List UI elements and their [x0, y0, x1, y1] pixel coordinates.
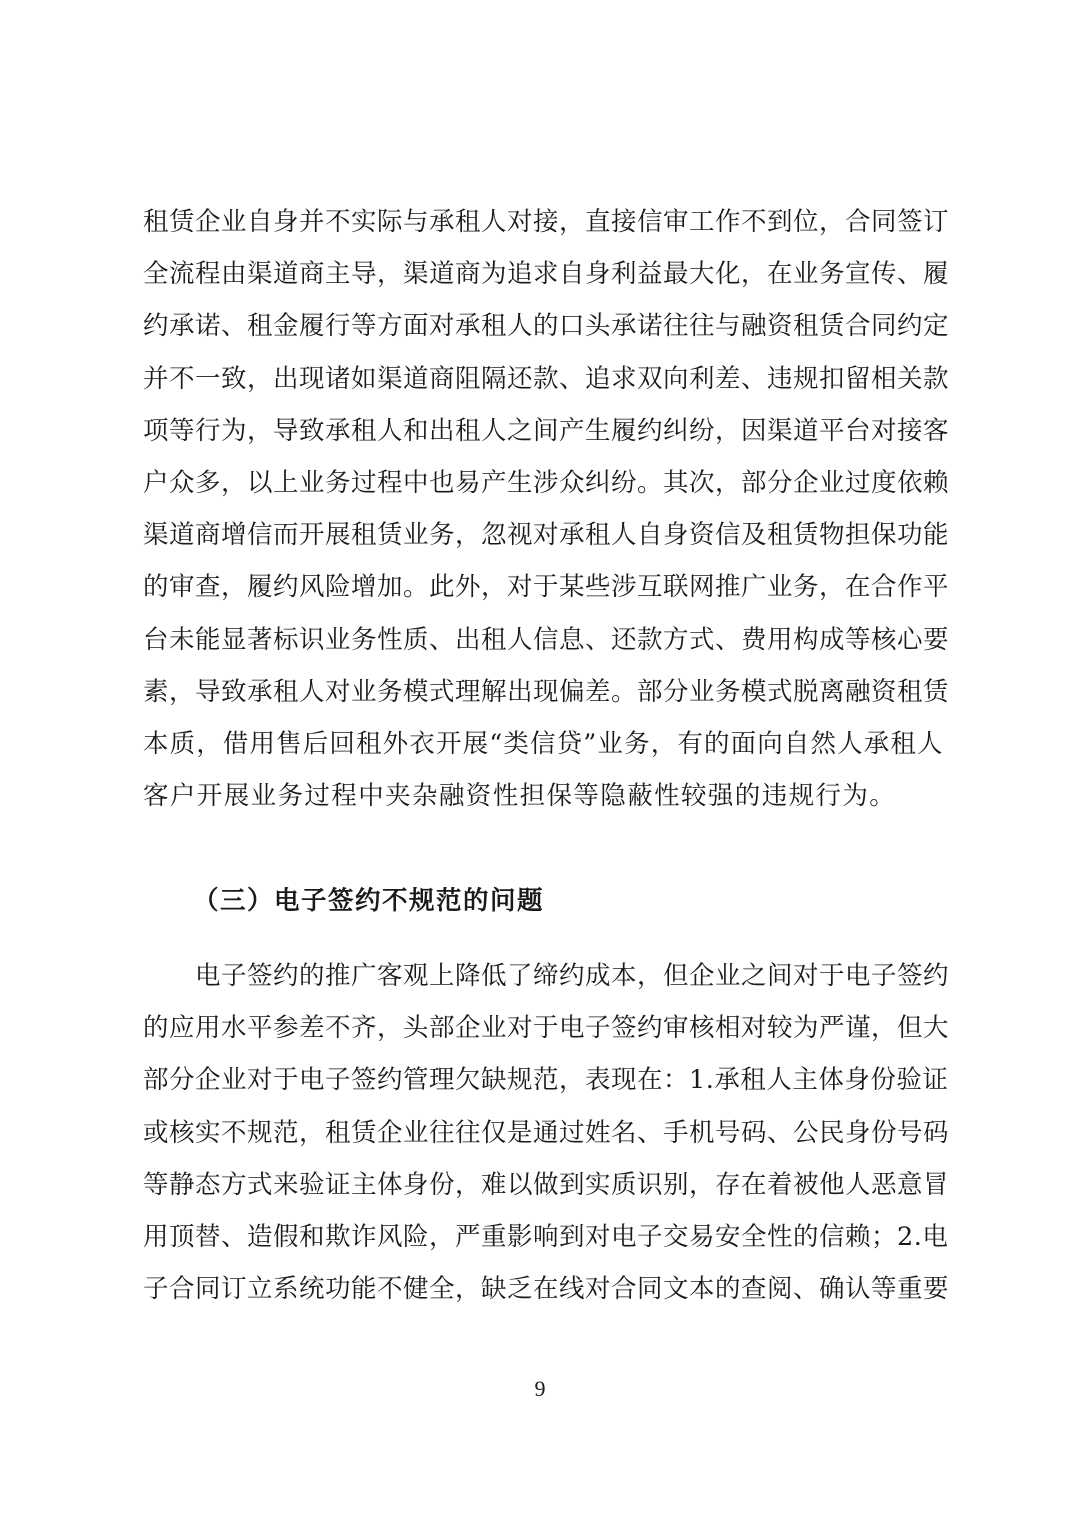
paragraph-line: 电子签约的推广客观上降低了缔约成本，但企业之间对于电子签约 [195, 961, 950, 991]
paragraph-line: 或核实不规范，租赁企业往往仅是通过姓名、手机号码、公民身份号码 [143, 1117, 950, 1148]
section-heading: （三）电子签约不规范的问题 [193, 886, 545, 916]
paragraph-line: 渠道商增信而开展租赁业务，忽视对承租人自身资信及租赁物担保功能 [143, 520, 950, 551]
paragraph-line: 的应用水平参差不齐，头部企业对于电子签约审核相对较为严谨，但大 [143, 1013, 950, 1044]
paragraph-line: 全流程由渠道商主导，渠道商为追求自身利益最大化，在业务宣传、履 [143, 259, 950, 290]
paragraph-continued [143, 196, 950, 822]
paragraph-line: 约承诺、租金履行等方面对承租人的口头承诺往往与融资租赁合同约定 [143, 311, 950, 342]
paragraph-line: 子合同订立系统功能不健全，缺乏在线对合同文本的查阅、确认等重要 [143, 1274, 950, 1305]
paragraph-electronic-signing [143, 950, 950, 1315]
paragraph-line: 部分企业对于电子签约管理欠缺规范，表现在：1.承租人主体身份验证 [143, 1065, 949, 1096]
page-number: 9 [534, 1376, 546, 1401]
paragraph-line: 客户开展业务过程中夹杂融资性担保等隐蔽性较强的违规行为。 [143, 781, 897, 812]
paragraph-line: 并不一致，出现诸如渠道商阻隔还款、追求双向利差、违规扣留相关款 [143, 363, 950, 394]
paragraph-line: 台未能显著标识业务性质、出租人信息、还款方式、费用构成等核心要 [143, 624, 950, 655]
paragraph-line: 租赁企业自身并不实际与承租人对接，直接信审工作不到位，合同签订 [143, 207, 950, 237]
paragraph-line: 素，导致承租人对业务模式理解出现偏差。部分业务模式脱离融资租赁 [143, 676, 950, 707]
paragraph-line: 户众多，以上业务过程中也易产生涉众纠纷。其次，部分企业过度依赖 [143, 467, 950, 498]
paragraph-line: 本质，借用售后回租外衣开展“类信贷”业务，有的面向自然人承租人 [143, 728, 943, 759]
paragraph-line: 项等行为，导致承租人和出租人之间产生履约纠纷，因渠道平台对接客 [143, 415, 950, 446]
paragraph-line: 等静态方式来验证主体身份，难以做到实质识别，存在着被他人恶意冒 [143, 1169, 950, 1200]
paragraph-line: 用顶替、造假和欺诈风险，严重影响到对电子交易安全性的信赖；2.电 [143, 1221, 949, 1252]
paragraph-line: 的审查，履约风险增加。此外，对于某些涉互联网推广业务，在合作平 [143, 572, 950, 603]
